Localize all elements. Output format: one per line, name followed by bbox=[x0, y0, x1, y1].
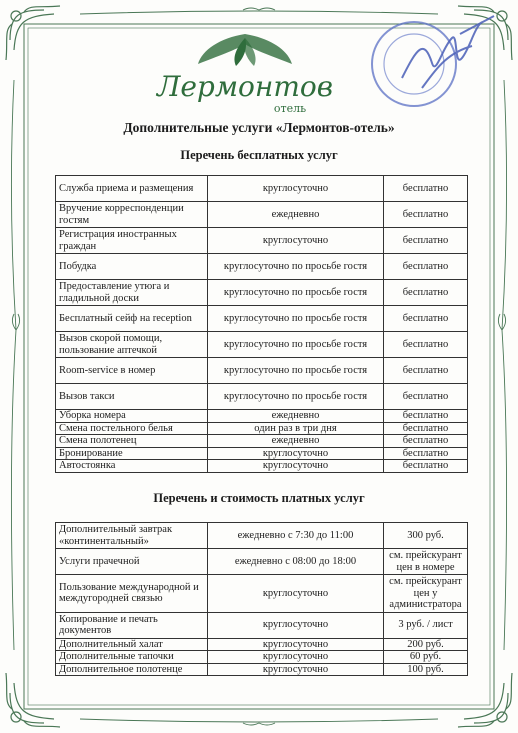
table-row bbox=[56, 228, 468, 254]
service-hours-cell: круглосуточно по просьбе гостя bbox=[208, 384, 384, 410]
service-name-cell: Уборка номера bbox=[56, 410, 208, 423]
service-hours-cell: ежедневно с 08:00 до 18:00 bbox=[208, 549, 384, 575]
service-hours-cell: ежедневно bbox=[208, 410, 384, 423]
service-price-cell: бесплатно bbox=[384, 332, 468, 358]
paid-services-heading: Перечень и стоимость платных услуг bbox=[153, 491, 365, 505]
service-hours-cell: круглосуточно по просьбе гостя bbox=[208, 332, 384, 358]
service-name-cell: Бесплатный сейф на reception bbox=[56, 306, 208, 332]
service-price-cell: 200 руб. bbox=[384, 638, 468, 651]
document-title: Дополнительные услуги «Лермонтов-отель» bbox=[123, 120, 395, 135]
service-name-cell: Дополнительный завтрак «континентальный» bbox=[56, 523, 208, 549]
free-services-heading: Перечень бесплатных услуг bbox=[180, 148, 338, 162]
service-name-cell: Дополнительные тапочки bbox=[56, 651, 208, 664]
table-row bbox=[56, 447, 468, 460]
table-row bbox=[56, 332, 468, 358]
service-hours-cell: круглосуточно bbox=[208, 228, 384, 254]
table-row bbox=[56, 384, 468, 410]
service-name-cell: Автостоянка bbox=[56, 460, 208, 473]
service-hours-cell: круглосуточно bbox=[208, 575, 384, 613]
table-row bbox=[56, 612, 468, 638]
service-name-cell: Вызов скорой помощи, пользование аптечкой bbox=[56, 332, 208, 358]
table-row bbox=[56, 435, 468, 448]
signature bbox=[402, 16, 494, 88]
service-price-cell: бесплатно bbox=[384, 228, 468, 254]
service-name-cell: Бронирование bbox=[56, 447, 208, 460]
service-name-cell: Побудка bbox=[56, 254, 208, 280]
service-price-cell: 100 руб. bbox=[384, 663, 468, 676]
service-name-cell: Регистрация иностранных граждан bbox=[56, 228, 208, 254]
service-name-cell: Копирование и печать документов bbox=[56, 612, 208, 638]
table-row bbox=[56, 549, 468, 575]
table-row bbox=[56, 460, 468, 473]
service-price-cell: бесплатно bbox=[384, 460, 468, 473]
service-price-cell: см. прейскурант цен у администратора bbox=[384, 575, 468, 613]
service-price-cell: 60 руб. bbox=[384, 651, 468, 664]
service-hours-cell: круглосуточно bbox=[208, 447, 384, 460]
service-hours-cell: ежедневно с 7:30 до 11:00 bbox=[208, 523, 384, 549]
service-hours-cell: ежедневно bbox=[208, 435, 384, 448]
service-hours-cell: один раз в три дня bbox=[208, 422, 384, 435]
paid-services-table bbox=[55, 522, 468, 676]
service-name-cell: Служба приема и размещения bbox=[56, 176, 208, 202]
table-row bbox=[56, 422, 468, 435]
table-row bbox=[56, 638, 468, 651]
service-hours-cell: круглосуточно bbox=[208, 612, 384, 638]
service-price-cell: бесплатно bbox=[384, 280, 468, 306]
service-hours-cell: круглосуточно bbox=[208, 638, 384, 651]
free-services-table bbox=[55, 175, 468, 473]
service-hours-cell: круглосуточно bbox=[208, 176, 384, 202]
service-hours-cell: круглосуточно bbox=[208, 663, 384, 676]
logo-sub-text: отель bbox=[273, 102, 307, 115]
service-price-cell: бесплатно bbox=[384, 254, 468, 280]
service-name-cell: Дополнительное полотенце bbox=[56, 663, 208, 676]
service-price-cell: бесплатно bbox=[384, 202, 468, 228]
service-hours-cell: круглосуточно по просьбе гостя bbox=[208, 280, 384, 306]
service-name-cell: Вызов такси bbox=[56, 384, 208, 410]
service-name-cell: Смена полотенец bbox=[56, 435, 208, 448]
service-price-cell: бесплатно bbox=[384, 410, 468, 423]
service-name-cell: Услуги прачечной bbox=[56, 549, 208, 575]
table-row bbox=[56, 280, 468, 306]
service-name-cell: Room-service в номер bbox=[56, 358, 208, 384]
service-name-cell: Предоставление утюга и гладильной доски bbox=[56, 280, 208, 306]
service-price-cell: 3 руб. / лист bbox=[384, 612, 468, 638]
service-price-cell: бесплатно bbox=[384, 435, 468, 448]
service-price-cell: см. прейскурант цен в номере bbox=[384, 549, 468, 575]
service-price-cell: бесплатно bbox=[384, 306, 468, 332]
table-row bbox=[56, 358, 468, 384]
service-hours-cell: круглосуточно по просьбе гостя bbox=[208, 358, 384, 384]
table-row bbox=[56, 575, 468, 613]
service-hours-cell: круглосуточно по просьбе гостя bbox=[208, 254, 384, 280]
service-price-cell: бесплатно bbox=[384, 358, 468, 384]
table-row bbox=[56, 651, 468, 664]
table-row bbox=[56, 663, 468, 676]
service-name-cell: Вручение корреспонденции гостям bbox=[56, 202, 208, 228]
service-name-cell: Дополнительный халат bbox=[56, 638, 208, 651]
table-row bbox=[56, 306, 468, 332]
hotel-logo bbox=[140, 28, 350, 116]
service-name-cell: Пользование международной и междугородней связью bbox=[56, 575, 208, 613]
table-row bbox=[56, 202, 468, 228]
service-price-cell: 300 руб. bbox=[384, 523, 468, 549]
service-hours-cell: круглосуточно bbox=[208, 460, 384, 473]
logo-name-text: Лермонтов bbox=[156, 70, 334, 103]
service-hours-cell: ежедневно bbox=[208, 202, 384, 228]
service-hours-cell: круглосуточно по просьбе гостя bbox=[208, 306, 384, 332]
table-row bbox=[56, 176, 468, 202]
service-name-cell: Смена постельного белья bbox=[56, 422, 208, 435]
official-stamp bbox=[362, 8, 512, 113]
service-price-cell: бесплатно bbox=[384, 176, 468, 202]
table-row bbox=[56, 523, 468, 549]
table-row bbox=[56, 410, 468, 423]
service-hours-cell: круглосуточно bbox=[208, 651, 384, 664]
service-price-cell: бесплатно bbox=[384, 422, 468, 435]
service-price-cell: бесплатно bbox=[384, 384, 468, 410]
table-row bbox=[56, 254, 468, 280]
service-price-cell: бесплатно bbox=[384, 447, 468, 460]
